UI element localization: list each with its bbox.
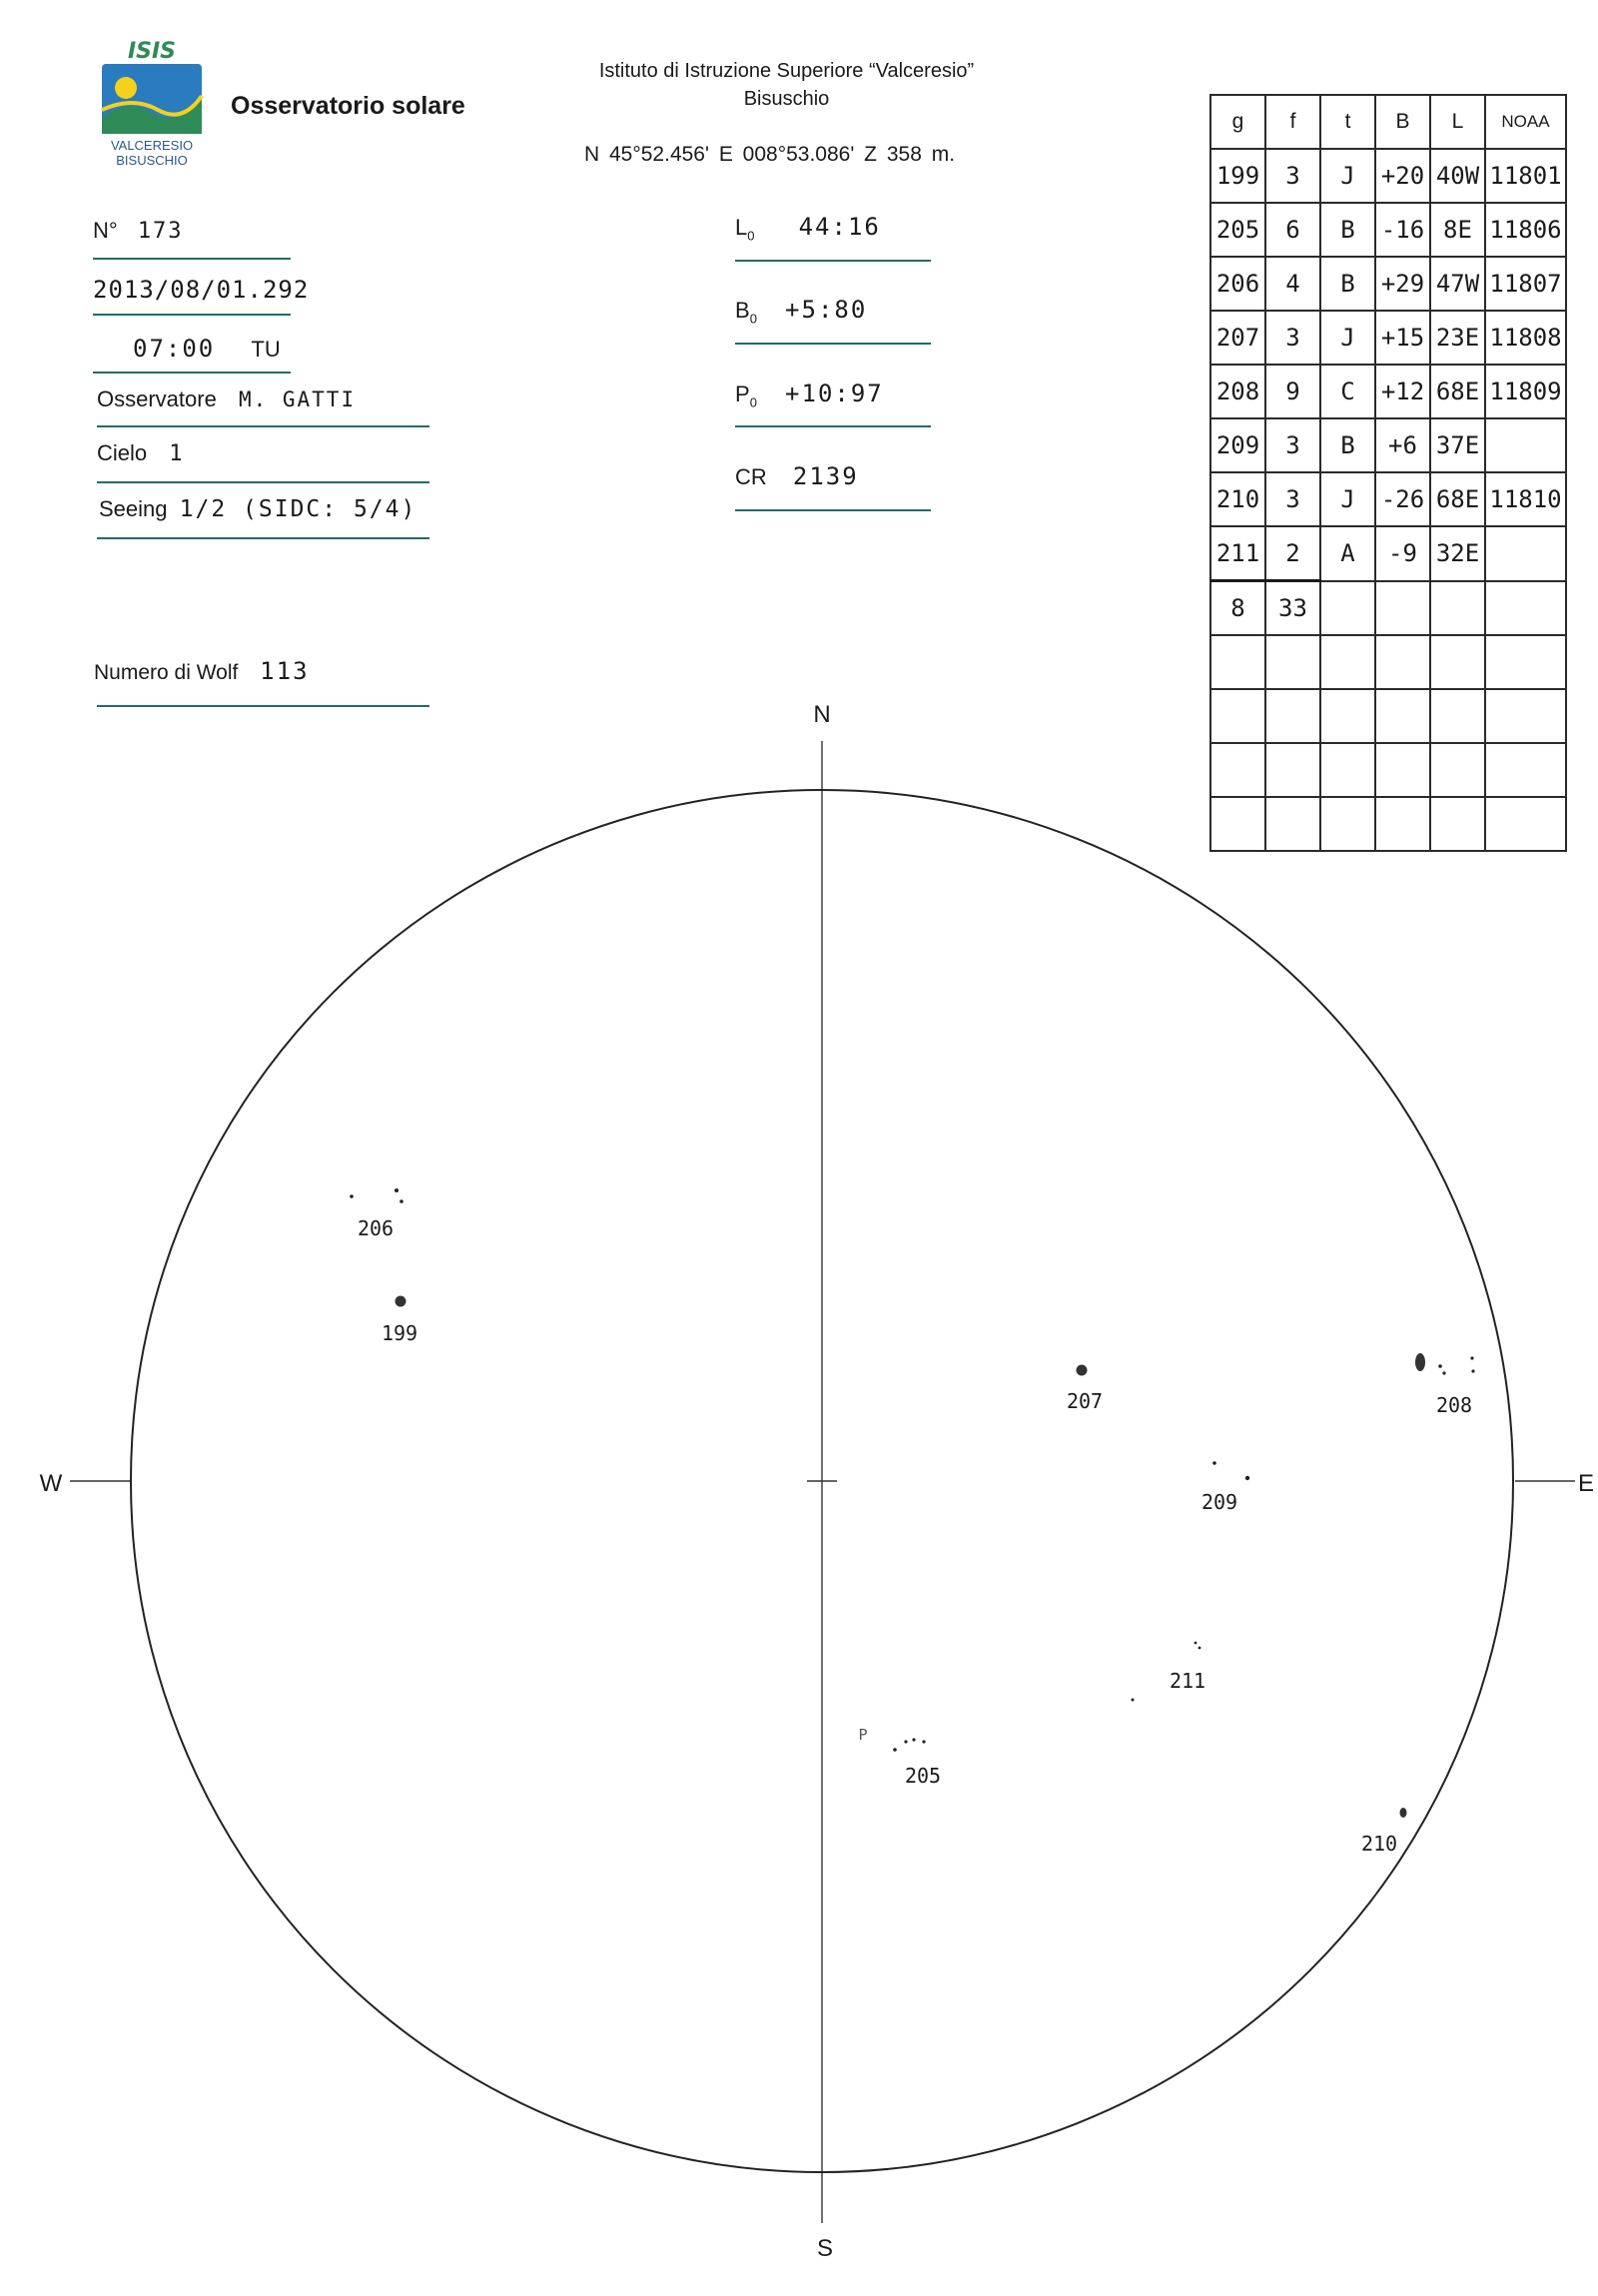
col-header-l: L [1430, 95, 1485, 149]
spot [396, 1296, 406, 1307]
seeing-value: 1/2 (SIDC: 5/4) [179, 496, 417, 522]
spot [893, 1748, 897, 1752]
table-cell: 3 [1265, 311, 1320, 365]
spot [400, 1199, 403, 1203]
table-cell: 3 [1265, 472, 1320, 526]
spot [922, 1740, 925, 1743]
table-row [1210, 472, 1566, 526]
table-cell: J [1320, 149, 1375, 203]
spot-group-210 [1361, 1808, 1407, 1856]
p0-rule [735, 425, 931, 427]
group-label-207: 207 [1066, 1389, 1104, 1413]
table-row [1210, 257, 1566, 311]
group-label-206: 206 [357, 1216, 395, 1240]
table-cell: 209 [1210, 418, 1265, 472]
table-row [1210, 581, 1566, 636]
time-unit: TU [251, 337, 281, 362]
col-header-f: f [1265, 95, 1320, 149]
table-cell: 40W [1430, 149, 1485, 203]
table-cell: 47W [1430, 257, 1485, 311]
col-header-noaa: NOAA [1485, 95, 1566, 149]
b0-field [735, 296, 867, 326]
table-cell: 208 [1210, 365, 1265, 418]
table-cell: 2 [1265, 526, 1320, 581]
cr-field [735, 462, 859, 490]
table-row [1210, 526, 1566, 581]
number-value: 173 [137, 219, 184, 244]
seeing-field [99, 496, 416, 522]
spot-group-209 [1201, 1461, 1249, 1514]
table-cell: 3 [1265, 149, 1320, 203]
l0-rule [735, 260, 931, 262]
spot [350, 1194, 354, 1198]
institute-town: Bisuschio [743, 88, 830, 110]
table-cell [1485, 581, 1566, 636]
b0-sub: 0 [749, 311, 757, 327]
observer-label: Osservatore [97, 386, 217, 411]
wolf-field [94, 657, 310, 685]
table-cell: 23E [1430, 311, 1485, 365]
spot [1471, 1369, 1474, 1372]
seeing-label: Seeing [99, 496, 168, 521]
spot [1212, 1461, 1216, 1465]
table-cell [1210, 635, 1265, 689]
time-value: 07:00 [133, 335, 216, 363]
table-row [1210, 149, 1566, 203]
table-header-row [1210, 95, 1566, 149]
wolf-value: 113 [260, 657, 310, 685]
spot [1470, 1356, 1473, 1359]
spot [1245, 1476, 1249, 1480]
group-label-199: 199 [381, 1321, 418, 1345]
b0-rule [735, 343, 931, 345]
table-cell: C [1320, 365, 1375, 418]
spot-group-205 [858, 1726, 941, 1788]
logo-graphic [98, 38, 206, 178]
group-label-205: 205 [904, 1764, 942, 1788]
table-cell: 205 [1210, 203, 1265, 257]
spot [1077, 1365, 1088, 1376]
table-row [1210, 418, 1566, 472]
table-cell [1375, 581, 1430, 636]
table-cell [1320, 635, 1375, 689]
table-row [1210, 311, 1566, 365]
spot [1400, 1808, 1407, 1818]
group-label-210: 210 [1360, 1832, 1398, 1856]
institute-name: Istituto di Istruzione Superiore “Valceresio” [598, 60, 975, 82]
table-cell [1375, 635, 1430, 689]
spot-group-206 [350, 1188, 403, 1240]
spot [1438, 1364, 1442, 1368]
col-header-t: t [1320, 95, 1375, 149]
east-label: E [1577, 1470, 1595, 1497]
l0-value: 44:16 [798, 213, 881, 241]
sky-value: 1 [169, 441, 185, 466]
table-cell: B [1320, 203, 1375, 257]
institute-heading [519, 57, 1054, 113]
l0-sub: 0 [747, 228, 755, 244]
table-cell [1485, 418, 1566, 472]
logo-subtitle-1: VALCERESIO [110, 138, 194, 153]
spot [395, 1188, 399, 1192]
table-row [1210, 365, 1566, 418]
table-row [1210, 203, 1566, 257]
table-cell [1430, 635, 1485, 689]
north-label: N [813, 701, 831, 728]
spot [1198, 1647, 1201, 1650]
table-cell: 8E [1430, 203, 1485, 257]
p-mark: P [858, 1726, 868, 1744]
table-cell: +12 [1375, 365, 1430, 418]
cr-value: 2139 [792, 462, 859, 490]
observer-rule [97, 425, 429, 427]
sky-label: Cielo [97, 440, 148, 465]
p0-value: +10:97 [785, 380, 884, 407]
l0-label: L [735, 215, 748, 240]
table-cell [1265, 635, 1320, 689]
table-cell: -26 [1375, 472, 1430, 526]
table-cell [1430, 581, 1485, 636]
date-value: 2013/08/01.292 [93, 276, 310, 304]
table-cell: 11806 [1485, 203, 1566, 257]
table-cell: 8 [1210, 581, 1265, 636]
table-cell: 33 [1265, 581, 1320, 636]
col-header-b: B [1375, 95, 1430, 149]
table-cell: 68E [1430, 472, 1485, 526]
spot-group-208 [1415, 1353, 1475, 1417]
table-cell: B [1320, 418, 1375, 472]
spot [1442, 1371, 1445, 1374]
table-cell: B [1320, 257, 1375, 311]
table-cell: 199 [1210, 149, 1265, 203]
spot [912, 1738, 915, 1741]
wolf-label: Numero di Wolf [94, 661, 239, 684]
table-cell: J [1320, 311, 1375, 365]
isis-logo [98, 38, 206, 178]
observatory-title: Osservatorio solare [231, 92, 465, 120]
p0-label: P [735, 382, 750, 406]
solar-disk-drawing [0, 689, 1598, 2296]
cr-label: CR [735, 464, 767, 489]
table-cell: +15 [1375, 311, 1430, 365]
group-label-208: 208 [1435, 1393, 1473, 1417]
time-rule [93, 372, 291, 374]
table-cell: J [1320, 472, 1375, 526]
table-cell: 11807 [1485, 257, 1566, 311]
spot-group-211 [1132, 1642, 1206, 1702]
table-cell: 11810 [1485, 472, 1566, 526]
table-cell: 11801 [1485, 149, 1566, 203]
p0-field [735, 380, 884, 409]
spot [1415, 1353, 1425, 1371]
table-cell: 207 [1210, 311, 1265, 365]
table-cell: -16 [1375, 203, 1430, 257]
table-cell: 11809 [1485, 365, 1566, 418]
observer-field [97, 386, 356, 412]
group-label-209: 209 [1200, 1490, 1238, 1514]
p0-sub: 0 [749, 394, 757, 410]
group-label-211: 211 [1169, 1669, 1206, 1693]
table-cell: 3 [1265, 418, 1320, 472]
seeing-rule [97, 537, 429, 539]
spot [1132, 1699, 1135, 1702]
logo-sun-icon [115, 77, 137, 99]
number-field [93, 218, 184, 244]
sky-rule [97, 481, 429, 483]
table-cell: 4 [1265, 257, 1320, 311]
table-cell: +20 [1375, 149, 1430, 203]
spot [1195, 1642, 1198, 1645]
table-cell: 206 [1210, 257, 1265, 311]
number-rule [93, 258, 291, 260]
table-row [1210, 635, 1566, 689]
sky-field [97, 440, 185, 466]
south-label: S [816, 2235, 834, 2262]
b0-label: B [735, 298, 750, 323]
date-rule [93, 314, 291, 316]
table-cell [1485, 526, 1566, 581]
table-cell: -9 [1375, 526, 1430, 581]
l0-field [735, 213, 881, 243]
time-field [133, 335, 281, 363]
table-cell [1485, 635, 1566, 689]
logo-subtitle-2: BISUSCHIO [116, 153, 188, 168]
table-cell: 37E [1430, 418, 1485, 472]
observer-value: M. GATTI [238, 387, 357, 411]
spot [904, 1740, 907, 1743]
logo-brand: ISIS [127, 39, 177, 64]
site-coordinates: N 45°52.456' E 008°53.086' Z 358 m. [584, 143, 956, 166]
col-header-g: g [1210, 95, 1265, 149]
spot-group-199 [382, 1296, 417, 1346]
b0-value: +5:80 [785, 296, 868, 324]
cr-rule [735, 509, 931, 511]
table-cell: 211 [1210, 526, 1265, 581]
table-cell: +29 [1375, 257, 1430, 311]
table-cell: 6 [1265, 203, 1320, 257]
spot-group-207 [1067, 1365, 1103, 1414]
table-cell: 11808 [1485, 311, 1566, 365]
table-cell [1320, 581, 1375, 636]
table-cell: 68E [1430, 365, 1485, 418]
table-cell: 32E [1430, 526, 1485, 581]
table-cell: 9 [1265, 365, 1320, 418]
table-cell: +6 [1375, 418, 1430, 472]
number-label: N° [93, 218, 118, 243]
table-cell: 210 [1210, 472, 1265, 526]
west-label: W [39, 1470, 63, 1497]
table-cell: A [1320, 526, 1375, 581]
